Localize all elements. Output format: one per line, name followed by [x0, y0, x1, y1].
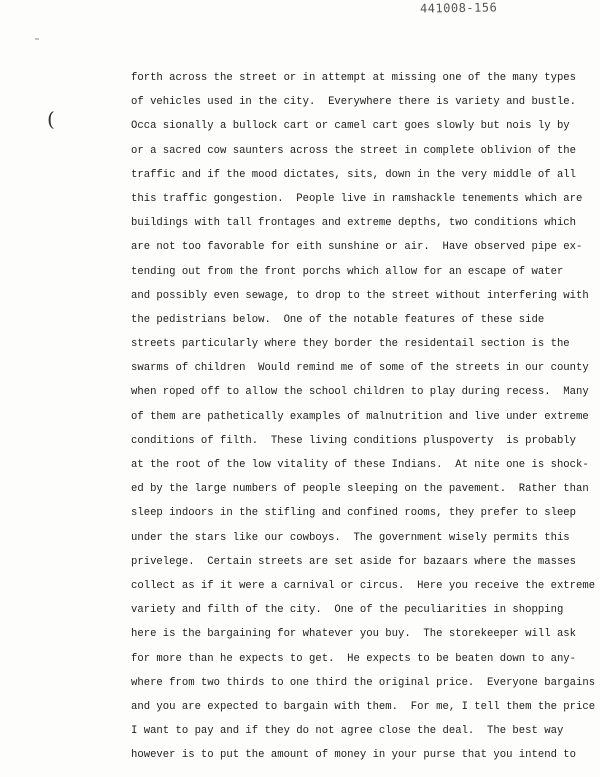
text-line: sleep indoors in the stifling and confined rooms, they prefer to sleep [131, 507, 577, 520]
text-line: ed by the large numbers of people sleeping on the pavement. Rather than [131, 483, 589, 496]
text-line: at the root of the low vitality of these Indians. At nite one is shock- [131, 459, 589, 471]
text-line: swarms of children Would remind me of some of the streets in our county [131, 362, 589, 375]
text-line: I want to pay and if they do not agree close the deal. The best way [131, 725, 564, 738]
document-id: 441008-156 [419, 0, 498, 16]
text-line: this traffic gongestion. People live in ramshackle tenements which are [131, 192, 583, 205]
text-line: of vehicles used in the city. Everywhere there is variety and bustle. [131, 96, 577, 109]
text-line: are not too favorable for eith sunshine or air. Have observed pipe ex- [131, 241, 583, 254]
text-line: under the stars like our cowboys. The government wisely permits this [131, 531, 570, 544]
text-line: streets particularly where they border the residentail section is the [131, 338, 570, 351]
text-line: buildings with tall frontages and extreme depths, two conditions which [131, 217, 577, 230]
text-line: variety and filth of the city. One of the peculiarities in shopping [131, 604, 564, 617]
text-line: tending out from the front porchs which allow for an escape of water [131, 265, 564, 278]
margin-mark: ( [47, 107, 55, 131]
text-line: however is to put the amount of money in your purse that you intend to [131, 749, 577, 762]
text-line: or a sacred cow saunters across the street in complete oblivion of the [131, 144, 577, 157]
text-line: collect as if it were a carnival or circus. Here you receive the extreme [131, 579, 596, 592]
text-line: Occa sionally a bullock cart or camel cart goes slowly but nois ly by [131, 120, 570, 133]
text-line: privelege. Certain streets are set aside for bazaars where the masses [131, 555, 577, 568]
text-line: traffic and if the mood dictates, sits, down in the very middle of all [131, 168, 577, 181]
typed-text-body [131, 66, 596, 767]
text-line: and you are expected to bargain with them. For me, I tell them the price [131, 700, 596, 713]
text-line: conditions of filth. These living conditions pluspoverty is probably [131, 434, 577, 447]
text-line: for more than he expects to get. He expects to be beaten down to any- [131, 652, 577, 665]
text-line: when roped off to allow the school children to play during recess. Many [131, 386, 589, 399]
text-line: forth across the street or in attempt at missing one of the many types [131, 72, 577, 84]
text-line: where from two thirds to one third the original price. Everyone bargains [131, 676, 596, 689]
text-line: and possibly even sewage, to drop to the street without interfering with [131, 289, 589, 302]
paper-speck [35, 38, 39, 40]
text-line: here is the bargaining for whatever you buy. The storekeeper will ask [131, 628, 577, 641]
text-line: the pedistrians below. One of the notable features of these side [131, 313, 545, 326]
text-line: of them are pathetically examples of malnutrition and live under extreme [131, 410, 589, 423]
